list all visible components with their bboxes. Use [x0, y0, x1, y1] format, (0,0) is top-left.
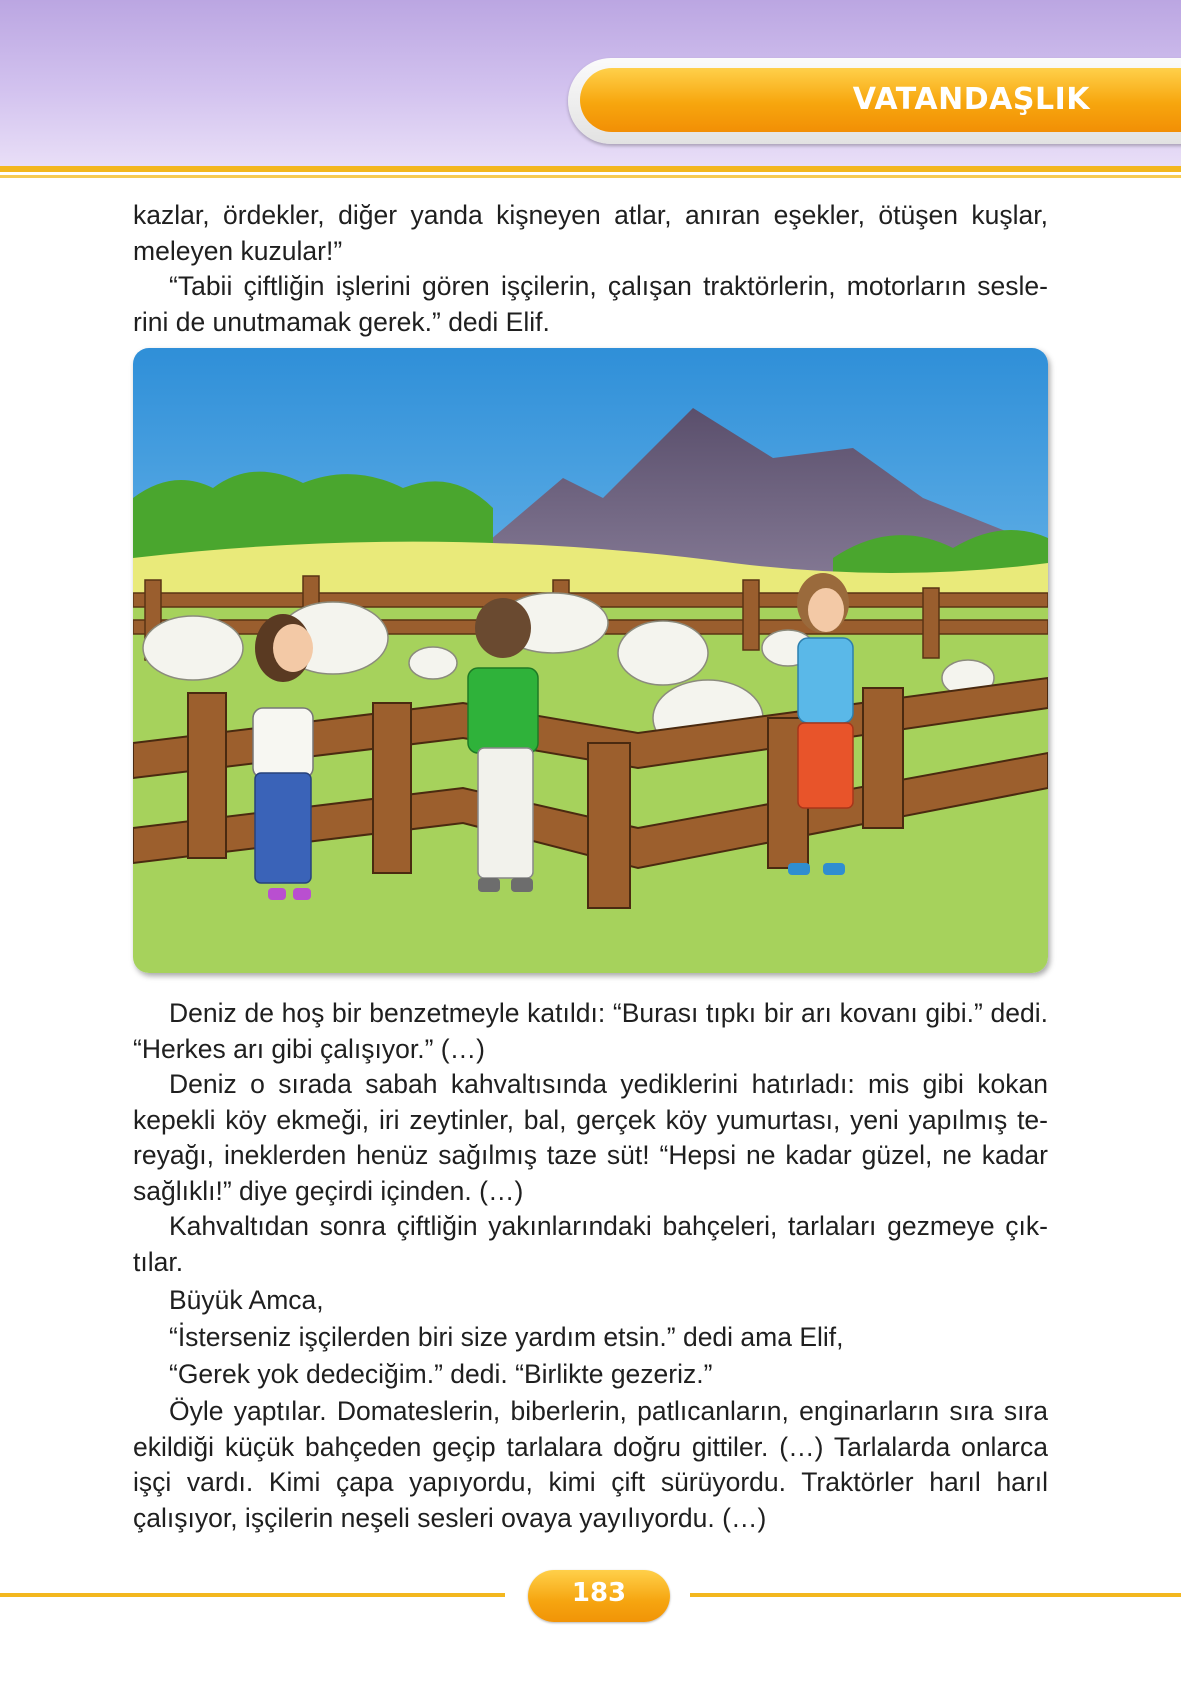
header-rule-thin — [0, 175, 1181, 178]
paragraph-4: Büyük Amca, — [169, 1285, 324, 1315]
footer-rule-right — [690, 1593, 1181, 1597]
section-title: VATANDAŞLIK — [852, 82, 1090, 117]
paragraph-1: Deniz de hoş bir benzetmeyle katıldı: “Burası tıpkı bir arı kovanı gibi.” dedi. “Herkes arı gibi çalışıyor.” (…) — [133, 998, 1048, 1064]
page-number: 183 — [571, 1578, 627, 1608]
paragraph-6: “Gerek yok dedeciğim.” dedi. “Birlikte gezeriz.” — [169, 1359, 713, 1389]
paragraph-top-1: kazlar, ördekler, diğer yanda kişneyen atlar, anıran eşekler, ötüşen kuşlar, meleyen kuzular!” — [133, 200, 1048, 266]
footer-rule-left — [0, 1593, 505, 1597]
farm-illustration — [133, 348, 1048, 973]
paragraph-7: Öyle yaptılar. Domateslerin, biberlerin, patlıcanların, enginarların sıra sıra ekildiği küçük bahçeden geçip tarlalara doğru gittiler. (…) Tarlalarda onlarca işçi vardı. Kimi çapa yapıyordu, kimi çift sürüyordu. Traktörler harıl harıl çalışıyor, işçilerin neşeli sesleri ovaya yayılıyordu. (…) — [133, 1396, 1048, 1533]
paragraph-5: “İsterseniz işçilerden biri size yardım etsin.” dedi ama Elif, — [169, 1322, 844, 1352]
paragraph-2: Deniz o sırada sabah kahvaltısında yediklerini hatırladı: mis gibi kokan kepekli köy ekmeği, iri zeytinler, bal, gerçek köy yumurtası, yeni yapılmış te-reyağı, ineklerden henüz sağılmış taze süt! “Hepsi ne kadar güzel, ne kadar sağlıklı!” diye geçirdi içinden. (…) — [133, 1069, 1048, 1206]
header-rule — [0, 166, 1181, 172]
paragraph-top-2: “Tabii çiftliğin işlerini gören işçilerin, çalışan traktörlerin, motorların sesle-rini de unutmamak gerek.” dedi Elif. — [133, 271, 1048, 337]
paragraph-3: Kahvaltıdan sonra çiftliğin yakınlarındaki bahçeleri, tarlaları gezmeye çık-tılar. — [133, 1211, 1048, 1277]
